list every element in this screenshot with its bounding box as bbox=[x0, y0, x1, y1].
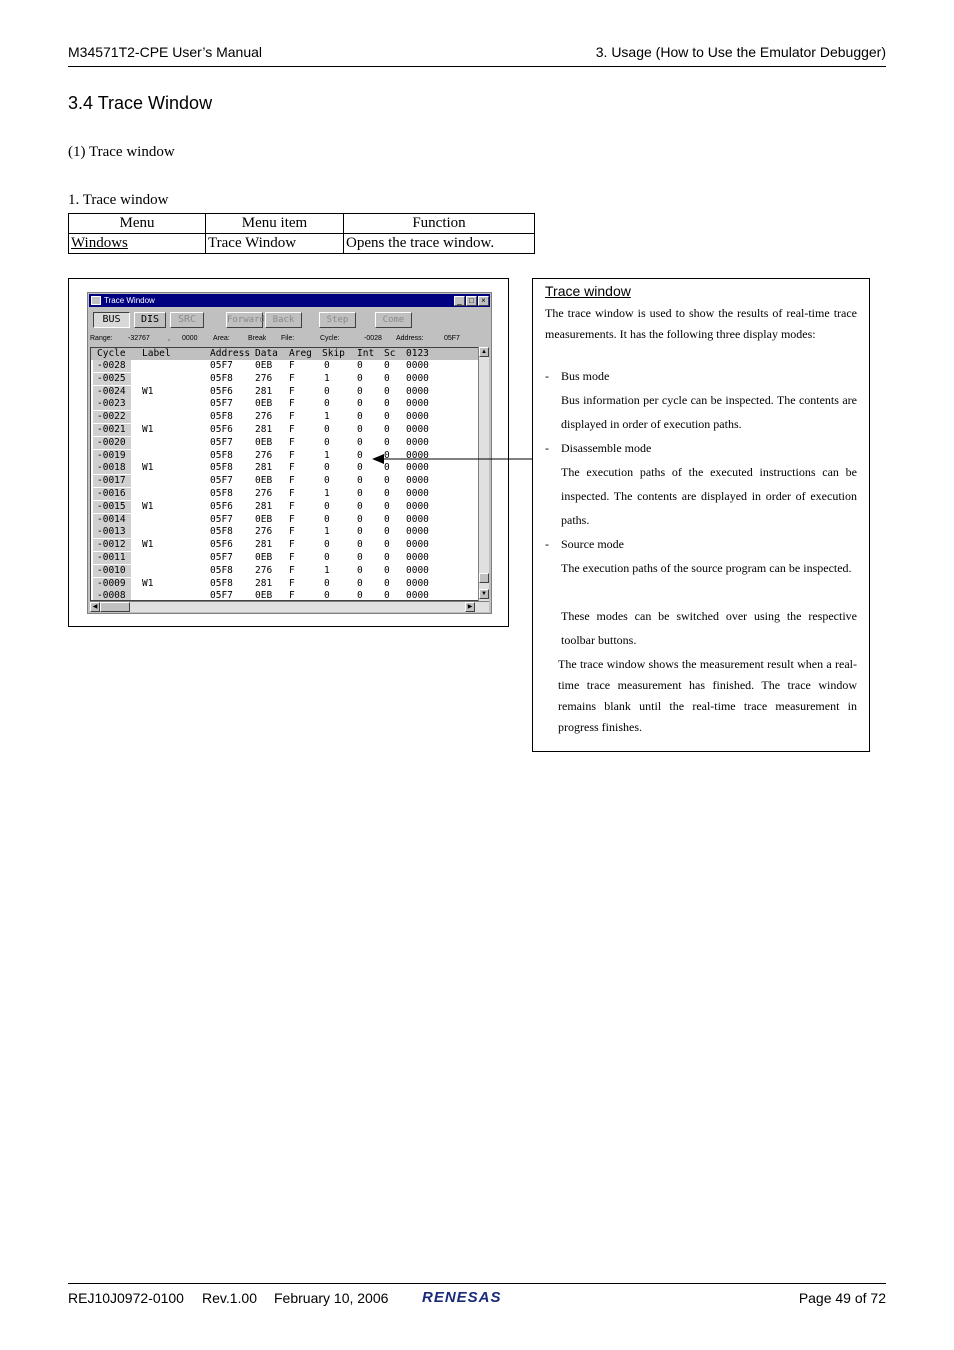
areg-cell: F bbox=[289, 372, 295, 384]
cycle-cell: -0017 bbox=[93, 475, 131, 487]
sc-cell: 0 bbox=[384, 488, 390, 499]
bits-cell: 0000 bbox=[406, 564, 429, 576]
callout-arrowhead bbox=[372, 454, 384, 464]
step-button[interactable]: Step bbox=[319, 312, 356, 328]
table-row[interactable] bbox=[91, 526, 479, 539]
function-header-cell: Function bbox=[344, 214, 535, 234]
table-row[interactable] bbox=[91, 475, 479, 488]
cycle-cell: -0025 bbox=[93, 373, 131, 385]
bits-cell: 0000 bbox=[406, 577, 429, 589]
cycle-cell: -0023 bbox=[93, 398, 131, 410]
sc-cell: 0 bbox=[384, 360, 390, 371]
sc-cell: 0 bbox=[384, 398, 390, 410]
renesas-logo: RENESAS bbox=[422, 1289, 502, 1306]
cycle-cell: -0019 bbox=[93, 450, 131, 462]
minimize-icon: _ bbox=[457, 296, 462, 305]
source-mode-text: The execution paths of the source program can be inspected. bbox=[561, 561, 852, 575]
label-cell: W1 bbox=[142, 424, 154, 435]
table-row[interactable] bbox=[91, 501, 479, 514]
menu-table bbox=[68, 213, 535, 254]
cycle-cell: -0024 bbox=[93, 386, 131, 398]
header-right: 3. Usage (How to Use the Emulator Debugger) bbox=[595, 44, 886, 60]
bus-mode-dash: - bbox=[545, 369, 549, 383]
skip-cell: 1 bbox=[324, 526, 330, 538]
bits-cell: 0000 bbox=[406, 539, 429, 551]
areg-cell: F bbox=[289, 398, 295, 410]
skip-cell: 1 bbox=[324, 411, 330, 423]
table-row[interactable] bbox=[91, 590, 479, 601]
trace-grid-header bbox=[91, 348, 479, 360]
menu-item-cell: Trace Window bbox=[206, 234, 344, 254]
data-cell: 276 bbox=[255, 372, 273, 384]
int-cell: 0 bbox=[357, 398, 363, 410]
cycle-cell: -0008 bbox=[93, 590, 131, 601]
address-cell: 05F6 bbox=[210, 539, 233, 551]
sc-cell: 0 bbox=[384, 475, 390, 487]
areg-cell: F bbox=[289, 475, 295, 487]
areg-cell: F bbox=[289, 360, 295, 371]
bus-button[interactable]: BUS bbox=[93, 312, 130, 328]
data-cell: 281 bbox=[255, 385, 273, 397]
int-cell: 0 bbox=[357, 436, 363, 448]
cycle-cell: -0018 bbox=[93, 462, 131, 474]
scroll-right-button[interactable] bbox=[465, 602, 475, 612]
int-cell: 0 bbox=[357, 462, 363, 474]
bits-cell: 0000 bbox=[406, 488, 429, 499]
skip-cell: 0 bbox=[324, 577, 330, 589]
bus-mode-text: Bus information per cycle can be inspected. The contents are displayed in order of execution paths. bbox=[561, 393, 857, 431]
int-cell: 0 bbox=[357, 526, 363, 538]
cycle-cell: -0021 bbox=[93, 424, 131, 436]
trace-grid[interactable] bbox=[90, 347, 480, 601]
table-row[interactable] bbox=[91, 373, 479, 386]
areg-cell: F bbox=[289, 590, 295, 601]
data-cell: 0EB bbox=[255, 360, 273, 371]
areg-cell: F bbox=[289, 436, 295, 448]
bits-cell: 0000 bbox=[406, 398, 429, 410]
int-cell: 0 bbox=[357, 360, 363, 371]
sc-cell: 0 bbox=[384, 564, 390, 576]
data-cell: 0EB bbox=[255, 590, 273, 601]
skip-cell: 0 bbox=[324, 552, 330, 563]
vertical-scrollbar[interactable] bbox=[478, 347, 489, 601]
cycle-cell: -0016 bbox=[93, 488, 131, 500]
col-header-areg[interactable]: Areg bbox=[289, 348, 312, 359]
sc-cell: 0 bbox=[384, 539, 390, 551]
bits-cell: 0000 bbox=[406, 500, 429, 512]
menu-link-windows[interactable]: Windows bbox=[69, 234, 206, 254]
col-header-0123[interactable]: 0123 bbox=[406, 348, 429, 359]
col-header-skip[interactable]: Skip bbox=[322, 348, 345, 359]
maximize-button[interactable] bbox=[466, 296, 477, 306]
bits-cell: 0000 bbox=[406, 462, 429, 474]
areg-cell: F bbox=[289, 462, 295, 474]
footer-date: February 10, 2006 bbox=[274, 1290, 389, 1306]
skip-cell: 0 bbox=[324, 500, 330, 512]
table-row[interactable] bbox=[91, 437, 479, 450]
skip-cell: 1 bbox=[324, 564, 330, 576]
areg-cell: F bbox=[289, 385, 295, 397]
trace-window-titlebar[interactable] bbox=[89, 294, 490, 307]
int-cell: 0 bbox=[357, 577, 363, 589]
address-cell: 05F8 bbox=[210, 372, 233, 384]
source-mode-dash: - bbox=[545, 537, 549, 551]
cycle-cell: -0028 bbox=[93, 360, 131, 372]
data-cell: 281 bbox=[255, 500, 273, 512]
data-cell: 281 bbox=[255, 424, 273, 435]
int-cell: 0 bbox=[357, 500, 363, 512]
arrow-up-icon: ▲ bbox=[481, 349, 487, 355]
address-cell: 05F8 bbox=[210, 449, 233, 461]
address-value: 05F7 bbox=[444, 335, 460, 342]
col-header-int[interactable]: Int bbox=[357, 348, 375, 359]
callout-arrow bbox=[370, 450, 535, 470]
table-row[interactable] bbox=[91, 539, 479, 552]
sc-cell: 0 bbox=[384, 411, 390, 423]
arrow-left-icon: ◀ bbox=[92, 604, 98, 610]
areg-cell: F bbox=[289, 424, 295, 435]
disassemble-mode-dash: - bbox=[545, 441, 549, 455]
areg-cell: F bbox=[289, 488, 295, 499]
sc-cell: 0 bbox=[384, 424, 390, 435]
hscroll-thumb[interactable] bbox=[100, 602, 130, 612]
skip-cell: 0 bbox=[324, 398, 330, 410]
areg-cell: F bbox=[289, 577, 295, 589]
bits-cell: 0000 bbox=[406, 424, 429, 435]
section-title: 3.4 Trace Window bbox=[68, 93, 213, 113]
disassemble-mode-text: The execution paths of the executed instructions can be inspected. The contents are displayed in order of execution paths. bbox=[561, 465, 857, 527]
label-cell: W1 bbox=[142, 577, 154, 589]
skip-cell: 0 bbox=[324, 462, 330, 474]
range-label: Range: bbox=[90, 335, 113, 342]
menu-table-header bbox=[69, 214, 535, 234]
int-cell: 0 bbox=[357, 513, 363, 525]
come-button[interactable]: Come bbox=[375, 312, 412, 328]
data-cell: 0EB bbox=[255, 398, 273, 410]
data-cell: 276 bbox=[255, 411, 273, 423]
address-cell: 05F6 bbox=[210, 424, 233, 435]
bits-cell: 0000 bbox=[406, 475, 429, 487]
int-cell: 0 bbox=[357, 539, 363, 551]
cycle-cell: -0022 bbox=[93, 411, 131, 423]
table-row[interactable] bbox=[91, 398, 479, 411]
table-row[interactable] bbox=[91, 386, 479, 399]
close-button[interactable] bbox=[478, 296, 489, 306]
table-row[interactable] bbox=[91, 360, 479, 373]
col-header-cycle[interactable]: Cycle bbox=[97, 348, 126, 359]
areg-cell: F bbox=[289, 526, 295, 538]
data-cell: 0EB bbox=[255, 475, 273, 487]
label-cell: W1 bbox=[142, 539, 154, 551]
int-cell: 0 bbox=[357, 564, 363, 576]
file-label: File: bbox=[281, 335, 295, 342]
areg-cell: F bbox=[289, 564, 295, 576]
data-cell: 281 bbox=[255, 577, 273, 589]
table-row[interactable] bbox=[91, 488, 479, 501]
area-value: Break bbox=[248, 335, 267, 342]
header-left: M34571T2-CPE User’s Manual bbox=[68, 44, 263, 60]
bus-mode-name: Bus mode bbox=[561, 369, 610, 383]
bits-cell: 0000 bbox=[406, 513, 429, 525]
close-icon: × bbox=[481, 296, 486, 305]
address-cell: 05F8 bbox=[210, 577, 233, 589]
data-cell: 276 bbox=[255, 526, 273, 538]
disassemble-mode-name: Disassemble mode bbox=[561, 441, 652, 455]
cycle-cell: -0015 bbox=[93, 501, 131, 513]
skip-cell: 1 bbox=[324, 372, 330, 384]
data-cell: 281 bbox=[255, 462, 273, 474]
cycle-cell: -0014 bbox=[93, 514, 131, 526]
skip-cell: 0 bbox=[324, 590, 330, 601]
description-intro: The trace window is used to show the results of real-time trace measurements. It has the following three display modes: bbox=[545, 306, 857, 341]
areg-cell: F bbox=[289, 513, 295, 525]
data-cell: 276 bbox=[255, 449, 273, 461]
subsection-title: (1) Trace window bbox=[68, 144, 175, 160]
bits-cell: 0000 bbox=[406, 590, 429, 601]
bits-cell: 0000 bbox=[406, 360, 429, 371]
col-header-address[interactable]: Address bbox=[210, 348, 251, 359]
arrow-right-icon: ▶ bbox=[467, 604, 473, 610]
int-cell: 0 bbox=[357, 424, 363, 435]
skip-cell: 1 bbox=[324, 488, 330, 499]
int-cell: 0 bbox=[357, 385, 363, 397]
sc-cell: 0 bbox=[384, 462, 390, 474]
col-header-data[interactable]: Data bbox=[255, 348, 278, 359]
int-cell: 0 bbox=[357, 475, 363, 487]
cycle-label: Cycle: bbox=[320, 335, 340, 342]
header-rule bbox=[68, 66, 886, 67]
table-row[interactable] bbox=[91, 552, 479, 565]
table-row[interactable] bbox=[91, 565, 479, 578]
int-cell: 0 bbox=[357, 590, 363, 601]
trace-window-title: Trace Window bbox=[104, 296, 155, 305]
label-cell: W1 bbox=[142, 462, 154, 474]
data-cell: 0EB bbox=[255, 513, 273, 525]
skip-cell: 0 bbox=[324, 513, 330, 525]
maximize-icon: □ bbox=[469, 296, 474, 305]
arrow-down-icon: ▼ bbox=[481, 591, 487, 597]
range-to-value: 0000 bbox=[182, 335, 198, 342]
sc-cell: 0 bbox=[384, 526, 390, 538]
footer-page: Page 49 of 72 bbox=[798, 1290, 886, 1306]
address-cell: 05F7 bbox=[210, 436, 233, 448]
dis-button[interactable]: DIS bbox=[134, 312, 166, 328]
mode-switch-note: These modes can be switched over using the respective toolbar buttons. bbox=[561, 609, 857, 647]
col-header-sc[interactable]: Sc bbox=[384, 348, 396, 359]
sc-cell: 0 bbox=[384, 513, 390, 525]
src-button[interactable]: SRC bbox=[170, 312, 204, 328]
data-cell: 0EB bbox=[255, 436, 273, 448]
bits-cell: 0000 bbox=[406, 372, 429, 384]
cycle-cell: -0011 bbox=[93, 552, 131, 564]
footer-revision: Rev.1.00 bbox=[202, 1290, 257, 1306]
skip-cell: 0 bbox=[324, 475, 330, 487]
bits-cell: 0000 bbox=[406, 436, 429, 448]
back-button[interactable]: Back bbox=[265, 312, 302, 328]
data-cell: 276 bbox=[255, 564, 273, 576]
bits-cell: 0000 bbox=[406, 526, 429, 538]
skip-cell: 0 bbox=[324, 360, 330, 371]
sc-cell: 0 bbox=[384, 590, 390, 601]
areg-cell: F bbox=[289, 552, 295, 563]
sc-cell: 0 bbox=[384, 385, 390, 397]
sc-cell: 0 bbox=[384, 449, 390, 461]
table-row[interactable] bbox=[91, 578, 479, 591]
sc-cell: 0 bbox=[384, 500, 390, 512]
scroll-down-button[interactable] bbox=[479, 589, 489, 599]
address-cell: 05F7 bbox=[210, 552, 233, 563]
description-title: Trace window bbox=[545, 283, 631, 299]
table-caption: 1. Trace window bbox=[68, 192, 169, 208]
footer-rule bbox=[68, 1283, 886, 1284]
address-cell: 05F8 bbox=[210, 526, 233, 538]
skip-cell: 0 bbox=[324, 385, 330, 397]
cycle-cell: -0009 bbox=[93, 578, 131, 590]
int-cell: 0 bbox=[357, 488, 363, 499]
label-cell: W1 bbox=[142, 500, 154, 512]
address-cell: 05F7 bbox=[210, 513, 233, 525]
address-cell: 05F8 bbox=[210, 462, 233, 474]
sc-cell: 0 bbox=[384, 436, 390, 448]
scroll-left-button[interactable] bbox=[90, 602, 100, 612]
address-cell: 05F7 bbox=[210, 398, 233, 410]
cycle-cell: -0020 bbox=[93, 437, 131, 449]
function-cell: Opens the trace window. bbox=[344, 234, 535, 254]
address-cell: 05F8 bbox=[210, 488, 233, 499]
address-cell: 05F7 bbox=[210, 475, 233, 487]
horizontal-scrollbar[interactable] bbox=[90, 601, 489, 612]
range-from-value: -32767 bbox=[128, 335, 150, 342]
areg-cell: F bbox=[289, 449, 295, 461]
table-row[interactable] bbox=[91, 514, 479, 527]
address-cell: 05F6 bbox=[210, 500, 233, 512]
skip-cell: 0 bbox=[324, 539, 330, 551]
bits-cell: 0000 bbox=[406, 552, 429, 563]
int-cell: 0 bbox=[357, 552, 363, 563]
skip-cell: 0 bbox=[324, 424, 330, 435]
cycle-cell: -0012 bbox=[93, 539, 131, 551]
address-cell: 05F7 bbox=[210, 590, 233, 601]
description-closing: The trace window shows the measurement result when a real-time trace measurement has finished. The trace window remains blank until the real-time trace measurement in progress finishes. bbox=[558, 657, 857, 734]
sc-cell: 0 bbox=[384, 552, 390, 563]
address-cell: 05F6 bbox=[210, 385, 233, 397]
area-label: Area: bbox=[213, 335, 230, 342]
footer-doc-number: REJ10J0972-0100 bbox=[68, 1290, 184, 1306]
data-cell: 0EB bbox=[255, 552, 273, 563]
skip-cell: 1 bbox=[324, 449, 330, 461]
table-row[interactable] bbox=[91, 411, 479, 424]
label-cell: W1 bbox=[142, 385, 154, 397]
scroll-thumb[interactable] bbox=[479, 573, 489, 583]
col-header-label[interactable]: Label bbox=[142, 348, 171, 359]
bits-cell: 0000 bbox=[406, 449, 429, 461]
int-cell: 0 bbox=[357, 449, 363, 461]
sc-cell: 0 bbox=[384, 577, 390, 589]
menu-table-row bbox=[69, 234, 535, 254]
address-cell: 05F8 bbox=[210, 411, 233, 423]
int-cell: 0 bbox=[357, 411, 363, 423]
scroll-up-button[interactable] bbox=[479, 347, 489, 357]
data-cell: 281 bbox=[255, 539, 273, 551]
window-app-icon bbox=[91, 296, 101, 305]
cycle-cell: -0013 bbox=[93, 526, 131, 538]
areg-cell: F bbox=[289, 539, 295, 551]
table-row[interactable] bbox=[91, 424, 479, 437]
skip-cell: 0 bbox=[324, 436, 330, 448]
bits-cell: 0000 bbox=[406, 411, 429, 423]
minimize-button[interactable] bbox=[454, 296, 465, 306]
int-cell: 0 bbox=[357, 372, 363, 384]
address-cell: 05F7 bbox=[210, 360, 233, 371]
address-label: Address: bbox=[396, 335, 424, 342]
cycle-value: -0028 bbox=[364, 335, 382, 342]
bits-cell: 0000 bbox=[406, 385, 429, 397]
areg-cell: F bbox=[289, 500, 295, 512]
forward-button[interactable]: Forward bbox=[226, 312, 263, 328]
sc-cell: 0 bbox=[384, 372, 390, 384]
menu-header-cell: Menu bbox=[69, 214, 206, 234]
data-cell: 276 bbox=[255, 488, 273, 499]
areg-cell: F bbox=[289, 411, 295, 423]
cycle-cell: -0010 bbox=[93, 565, 131, 577]
address-cell: 05F8 bbox=[210, 564, 233, 576]
range-separator: , bbox=[168, 335, 170, 342]
source-mode-name: Source mode bbox=[561, 537, 624, 551]
menu-item-header-cell: Menu item bbox=[206, 214, 344, 234]
